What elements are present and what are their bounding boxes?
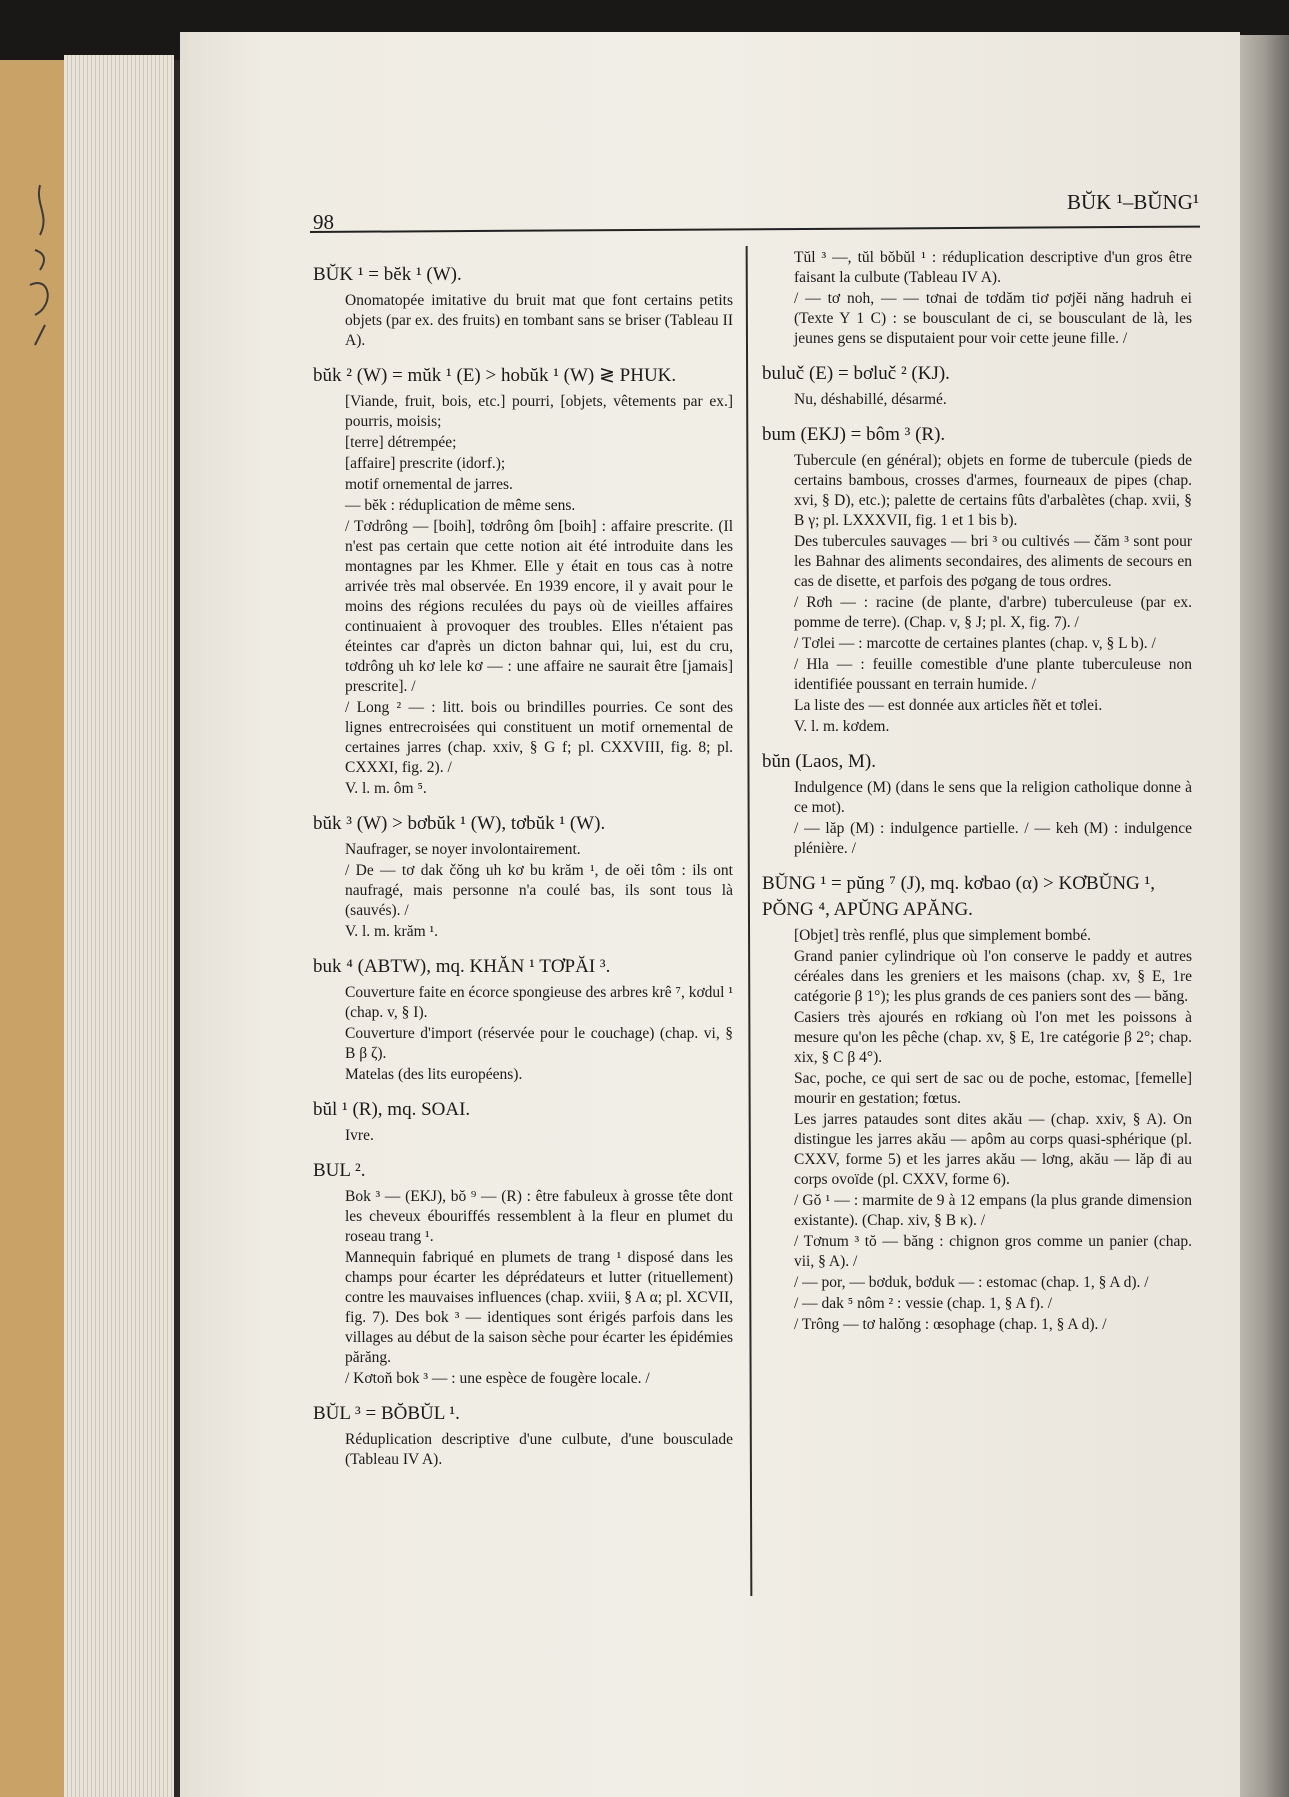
entry-headword: bŭk ³ (W) > bơbŭk ¹ (W), tơbŭk ¹ (W).: [313, 813, 606, 834]
entry-headword: BŬL ³ = BŎBŬL ¹.: [313, 1403, 460, 1424]
entry-line: Couverture faite en écorce spongieuse des arbres krê ⁷, kơdul ¹ (chap. v, § I).: [345, 984, 733, 1021]
entry-headword: buluč (E) = bơluč ² (KJ).: [762, 363, 950, 384]
entry-line: — bĕk : réduplication de même sens.: [345, 497, 576, 514]
entry-line: Indulgence (M) (dans le sens que la religion catholique donne à ce mot).: [794, 779, 1192, 816]
entry-line: / Kơtoň bok ³ — : une espèce de fougère locale. /: [345, 1370, 650, 1387]
dictionary-entry: [762, 871, 1192, 1335]
entry-line: Couverture d'import (réservée pour le couchage) (chap. vi, § B β ζ).: [345, 1025, 733, 1062]
entry-headword: bŭn (Laos, M).: [762, 751, 876, 772]
entry-line: / Tơlei — : marcotte de certaines plantes (chap. v, § L b). /: [794, 635, 1156, 652]
dictionary-entry: [762, 361, 1192, 410]
entry-headword: BŬNG ¹ = pŭng ⁷ (J), mq. kơbao (α) > KƠBŬNG ¹, PŎNG ⁴, APŬNG APĂNG.: [762, 873, 1155, 920]
entry-headword: BŬK ¹ = bĕk ¹ (W).: [313, 264, 462, 285]
entry-line: La liste des — est donnée aux articles ñĕt et tơlei.: [794, 697, 1103, 714]
entry-line: / Rơh — : racine (de plante, d'arbre) tuberculeuse (par ex. pomme de terre). (Chap. v, § J; pl. X, fig. 7). /: [794, 594, 1192, 631]
entry-headword: buk ⁴ (ABTW), mq. KHĂN ¹ TƠPĂI ³.: [313, 956, 611, 977]
entry-line: Les jarres pataudes sont dites akău — (chap. xxiv, § A). On distingue les jarres akău — apôm au corps quasi-sphérique (pl. CXXV, forme 5) et les jarres akău — lơng, akău — lăp đi au corps ovoïde (pl. CXXV, forme 6).: [794, 1111, 1192, 1188]
entry-line: [Viande, fruit, bois, etc.] pourri, [objets, vêtements par ex.] pourris, moisis;: [345, 393, 733, 430]
right-column: [762, 248, 1192, 1347]
guide-word: BŬK ¹–BŬNG¹: [1067, 190, 1200, 214]
dictionary-entry: [313, 954, 733, 1085]
pencil-mark-icon: [10, 175, 70, 355]
entry-line: [affaire] prescrite (idorf.);: [345, 455, 506, 472]
continued-entry: [762, 248, 1192, 349]
dictionary-entry: [313, 1097, 733, 1146]
entry-line: Matelas (des lits européens).: [345, 1066, 523, 1083]
dictionary-entry: [313, 262, 733, 351]
entry-line: / Long ² — : litt. bois ou brindilles pourries. Ce sont des lignes entrecroisées qui constituent un motif ornemental de certaines jarres (chap. xxiv, § G f; pl. CXXVIII, fig. 8; pl. CXXXI, fig. 2). /: [345, 699, 733, 776]
entry-line: Naufrager, se noyer involontairement.: [345, 841, 581, 858]
entry-line: / De — tơ dak čŏng uh kơ bu krăm ¹, de oĕi tôm : ils ont naufragé, mais personne n'a coulé bas, ils sont tous là (sauvés). /: [345, 862, 733, 919]
page-stack-left: [64, 55, 174, 1797]
entry-line: [Objet] très renflé, plus que simplement bombé.: [794, 927, 1092, 944]
entry-line: V. l. m. krăm ¹.: [345, 923, 439, 940]
entry-headword: bum (EKJ) = bôm ³ (R).: [762, 424, 946, 445]
entry-headword: bŭl ¹ (R), mq. SOAI.: [313, 1099, 471, 1120]
entry-line: [terre] détrempée;: [345, 434, 457, 451]
entry-line: / Trông — tơ halŏng : œsophage (chap. 1, § A d). /: [794, 1316, 1107, 1333]
entry-line: / Tơnum ³ tŏ — băng : chignon gros comme un panier (chap. vii, § A). /: [794, 1233, 1192, 1270]
entry-line: / — dak ⁵ nôm ² : vessie (chap. 1, § A f). /: [794, 1295, 1053, 1312]
entry-headword: BUL ².: [313, 1160, 366, 1181]
entry-line: / — lăp (M) : indulgence partielle. / — keh (M) : indulgence plénière. /: [794, 820, 1192, 857]
entry-line: V. l. m. ôm ⁵.: [345, 780, 427, 797]
entry-line: Nu, déshabillé, désarmé.: [794, 391, 947, 408]
entry-line: Onomatopée imitative du bruit mat que font certains petits objets (par ex. des fruits) en tombant sans se briser (Tableau II A).: [345, 292, 733, 349]
entry-line: Réduplication descriptive d'une culbute, d'une bousculade (Tableau IV A).: [345, 1431, 733, 1468]
entry-line: / Gŏ ¹ — : marmite de 9 à 12 empans (la plus grande dimension existante). (Chap. xiv, § B κ). /: [794, 1192, 1192, 1229]
entry-line: / — tơ noh, — — tơnai de tơdăm tiơ pơjĕi năng hadruh ei (Texte Y 1 C) : se bousculant de ci, se bousculant de là, les jeunes gens se disputaient pour voir cette jeune fille. /: [794, 290, 1192, 347]
page-number: 98: [313, 210, 334, 234]
entry-line: Bok ³ — (EKJ), bŏ ⁹ — (R) : être fabuleux à grosse tête dont les cheveux ébouriffés ressemblent à la fleur en plumet du roseau trang ¹.: [345, 1188, 733, 1245]
entry-line: Tŭl ³ —, tŭl bŏbŭl ¹ : réduplication descriptive d'un gros être faisant la culbute (Tableau IV A).: [794, 249, 1192, 286]
entry-headword: bŭk ² (W) = mŭk ¹ (E) > hobŭk ¹ (W) ≷ PHUK.: [313, 365, 677, 386]
dictionary-entry: [313, 1158, 733, 1389]
entry-line: / — por, — bơduk, bơduk — : estomac (chap. 1, § A d). /: [794, 1274, 1149, 1291]
entry-line: Tubercule (en général); objets en forme de tubercule (pieds de certains bambous, crosses d'armes, fourneaux de pipes (chap. xvi, § D), etc.); palette de certains fûts d'arbalètes (chap. xvii, § B γ; pl. LXXXVII, fig. 1 et 1 bis b).: [794, 452, 1192, 529]
dictionary-entry: [313, 1401, 733, 1470]
entry-line: Mannequin fabriqué en plumets de trang ¹ disposé dans les champs pour écarter les déprédateurs et lutter (rituellement) contre les mauvaises influences (chap. xviii, § A α; pl. XCVII, fig. 7). Des bok ³ — identiques sont érigés parfois dans les villages au début de la saison sèche pour écarter les épidémies părăng.: [345, 1249, 733, 1366]
entry-line: Sac, poche, ce qui sert de sac ou de poche, estomac, [femelle] mourir en gestation; fœtus.: [794, 1070, 1192, 1107]
dictionary-entry: [313, 811, 733, 942]
entry-line: motif ornemental de jarres.: [345, 476, 513, 493]
entry-line: / Tơdrông — [boih], tơdrông ôm [boih] : affaire prescrite. (Il n'est pas certain que cette notion ait été introduite dans les montagnes par les Khmer. Elle y était en tous cas à notre arrivée très mal observée. En 1939 encore, il y avait pour le moins des régions reculées du pays où de vieilles affaires continuaient à provoquer des troubles. Elles n'étaient pas éteintes car d'après un dicton bahnar qui, lui, est du cru, tơdrông uh kơ lele kơ — : une affaire ne saurait être [jamais] prescrite]. /: [345, 518, 733, 695]
dictionary-entry: [313, 363, 733, 799]
entry-line: / Hla — : feuille comestible d'une plante tuberculeuse non identifiée poussant en terrain humide. /: [794, 656, 1192, 693]
left-column: [313, 262, 733, 1482]
dictionary-entry: [762, 422, 1192, 737]
entry-line: V. l. m. kơdem.: [794, 718, 890, 735]
entry-line: Des tubercules sauvages — bri ³ ou cultivés — čăm ³ sont pour les Bahnar des aliments secondaires, des aliments de secours en cas de disette, et parfois des pơgang de tous ordres.: [794, 533, 1192, 590]
entry-line: Casiers très ajourés en rơkiang où l'on met les poissons à mesure qu'on les pêche (chap. xv, § E, 1re catégorie β 2°; chap. xix, § C β 4°).: [794, 1009, 1192, 1066]
entry-line: Grand panier cylindrique où l'on conserve le paddy et autres céréales dans les greniers et les maisons (chap. xv, § E, 1re catégorie β 1°); les plus grands de ces paniers sont des — băng.: [794, 948, 1192, 1005]
entry-line: Ivre.: [345, 1127, 374, 1144]
dictionary-entry: [762, 749, 1192, 859]
